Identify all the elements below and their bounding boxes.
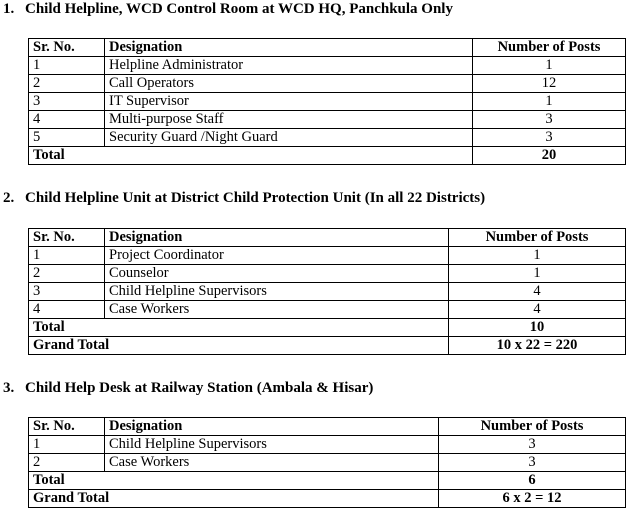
table-header-row bbox=[29, 39, 626, 57]
total-label: Total bbox=[29, 147, 473, 165]
table-row bbox=[29, 265, 626, 283]
section-1-heading bbox=[3, 1, 453, 18]
total-row bbox=[29, 147, 626, 165]
section-3-heading bbox=[3, 380, 373, 397]
cell-posts: 3 bbox=[439, 454, 626, 472]
cell-posts: 1 bbox=[449, 265, 626, 283]
cell-sr-no: 4 bbox=[29, 301, 105, 319]
cell-designation: Child Helpline Supervisors bbox=[105, 283, 449, 301]
table-row bbox=[29, 247, 626, 265]
table-row bbox=[29, 436, 626, 454]
grand-total-value: 6 x 2 = 12 bbox=[439, 490, 626, 508]
section-number: 1. bbox=[3, 1, 15, 17]
cell-designation: Call Operators bbox=[105, 75, 473, 93]
section-number: 3. bbox=[3, 380, 15, 396]
cell-designation: Security Guard /Night Guard bbox=[105, 129, 473, 147]
grand-total-row bbox=[29, 490, 626, 508]
cell-designation: Project Coordinator bbox=[105, 247, 449, 265]
section-2-heading bbox=[3, 190, 485, 207]
section-title: Child Helpline, WCD Control Room at WCD HQ, Panchkula Only bbox=[25, 1, 453, 17]
cell-posts: 3 bbox=[439, 436, 626, 454]
header-designation: Designation bbox=[105, 39, 473, 57]
header-number-of-posts: Number of Posts bbox=[449, 229, 626, 247]
total-value: 10 bbox=[449, 319, 626, 337]
cell-sr-no: 1 bbox=[29, 57, 105, 75]
section-title: Child Helpline Unit at District Child Protection Unit (In all 22 Districts) bbox=[25, 190, 486, 206]
total-label: Total bbox=[29, 472, 439, 490]
section-1-table bbox=[28, 38, 626, 165]
cell-designation: Counselor bbox=[105, 265, 449, 283]
table-header-row bbox=[29, 418, 626, 436]
grand-total-label: Grand Total bbox=[29, 337, 449, 355]
cell-posts: 1 bbox=[473, 93, 626, 111]
header-sr-no: Sr. No. bbox=[29, 229, 105, 247]
table-row bbox=[29, 75, 626, 93]
cell-sr-no: 1 bbox=[29, 247, 105, 265]
cell-designation: Multi-purpose Staff bbox=[105, 111, 473, 129]
table-row bbox=[29, 301, 626, 319]
section-number: 2. bbox=[3, 190, 15, 206]
table-row bbox=[29, 129, 626, 147]
cell-posts: 1 bbox=[449, 247, 626, 265]
grand-total-label: Grand Total bbox=[29, 490, 439, 508]
header-number-of-posts: Number of Posts bbox=[473, 39, 626, 57]
section-3-table bbox=[28, 417, 626, 508]
cell-posts: 3 bbox=[473, 111, 626, 129]
cell-sr-no: 2 bbox=[29, 454, 105, 472]
table-header-row bbox=[29, 229, 626, 247]
cell-posts: 3 bbox=[473, 129, 626, 147]
cell-posts: 12 bbox=[473, 75, 626, 93]
total-value: 6 bbox=[439, 472, 626, 490]
cell-designation: Helpline Administrator bbox=[105, 57, 473, 75]
cell-designation: Child Helpline Supervisors bbox=[105, 436, 439, 454]
section-2-table bbox=[28, 228, 626, 355]
cell-designation: Case Workers bbox=[105, 454, 439, 472]
header-designation: Designation bbox=[105, 229, 449, 247]
cell-sr-no: 4 bbox=[29, 111, 105, 129]
header-number-of-posts: Number of Posts bbox=[439, 418, 626, 436]
table-row bbox=[29, 57, 626, 75]
cell-sr-no: 2 bbox=[29, 265, 105, 283]
cell-posts: 1 bbox=[473, 57, 626, 75]
grand-total-value: 10 x 22 = 220 bbox=[449, 337, 626, 355]
cell-sr-no: 3 bbox=[29, 93, 105, 111]
header-sr-no: Sr. No. bbox=[29, 418, 105, 436]
total-value: 20 bbox=[473, 147, 626, 165]
cell-posts: 4 bbox=[449, 283, 626, 301]
total-row bbox=[29, 472, 626, 490]
total-label: Total bbox=[29, 319, 449, 337]
grand-total-row bbox=[29, 337, 626, 355]
header-designation: Designation bbox=[105, 418, 439, 436]
table-row bbox=[29, 93, 626, 111]
cell-sr-no: 5 bbox=[29, 129, 105, 147]
cell-sr-no: 1 bbox=[29, 436, 105, 454]
total-row bbox=[29, 319, 626, 337]
cell-designation: Case Workers bbox=[105, 301, 449, 319]
cell-posts: 4 bbox=[449, 301, 626, 319]
table-row bbox=[29, 283, 626, 301]
cell-designation: IT Supervisor bbox=[105, 93, 473, 111]
cell-sr-no: 2 bbox=[29, 75, 105, 93]
table-row bbox=[29, 111, 626, 129]
header-sr-no: Sr. No. bbox=[29, 39, 105, 57]
table-row bbox=[29, 454, 626, 472]
section-title: Child Help Desk at Railway Station (Ambala & Hisar) bbox=[25, 380, 374, 396]
cell-sr-no: 3 bbox=[29, 283, 105, 301]
